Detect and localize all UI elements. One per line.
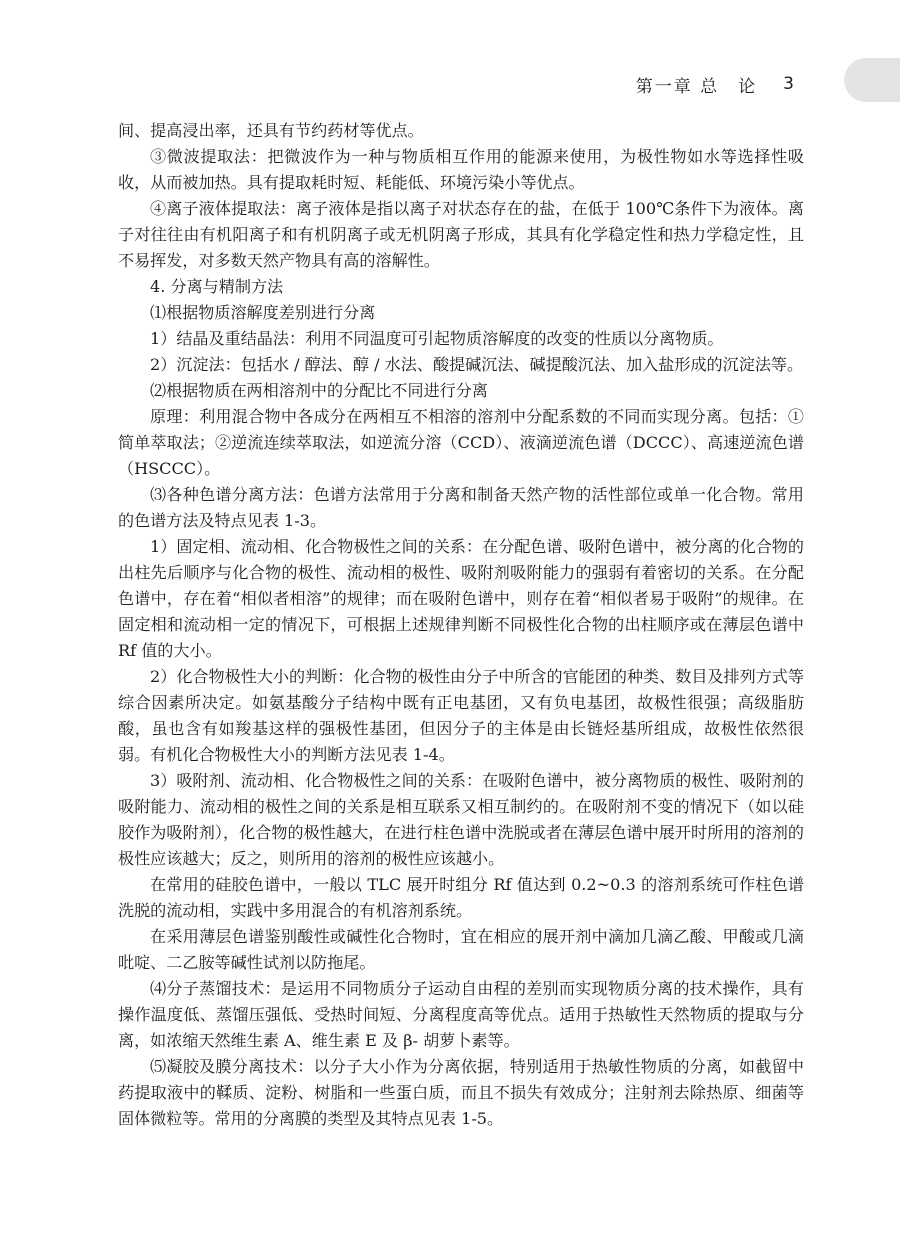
subsection-heading: ⑵根据物质在两相溶剂中的分配比不同进行分离: [150, 381, 488, 400]
paragraph: 间、提高浸出率，还具有节约药材等优点。: [118, 121, 424, 140]
paragraph: 原理：利用混合物中各成分在两相互不相溶的溶剂中分配系数的不同而实现分离。包括：①简单萃取法；②逆流连续萃取法，如逆流分溶（CCD）、液滴逆流色谱（DCCC）、高速逆流色谱（HSCCC）。: [118, 407, 804, 478]
paragraph: 3）吸附剂、流动相、化合物极性之间的关系：在吸附色谱中，被分离物质的极性、吸附剂的吸附能力、流动相的极性之间的关系是相互联系又相互制约的。在吸附剂不变的情况下（如以硅胶作为吸附剂），化合物的极性越大，在进行柱色谱中洗脱或者在薄层色谱中展开时所用的溶剂的极性应该越大；反之，则所用的溶剂的极性应该越小。: [118, 771, 804, 868]
paragraph: 2）沉淀法：包括水 / 醇法、醇 / 水法、酸提碱沉法、碱提酸沉法、加入盐形成的沉淀法等。: [150, 355, 804, 374]
chapter-title: 第一章 总 论: [635, 76, 758, 97]
chapter-tab: [844, 58, 900, 102]
page-number: 3: [783, 74, 794, 94]
paragraph: 在采用薄层色谱鉴别酸性或碱性化合物时，宜在相应的展开剂中滴加几滴乙酸、甲酸或几滴吡啶、二乙胺等碱性试剂以防拖尾。: [118, 927, 804, 972]
paragraph: 1）结晶及重结晶法：利用不同温度可引起物质溶解度的改变的性质以分离物质。: [150, 329, 724, 348]
paragraph: ④离子液体提取法：离子液体是指以离子对状态存在的盐，在低于 100℃条件下为液体。离子对往往由有机阳离子和有机阴离子或无机阴离子形成，其具有化学稳定性和热力学稳定性，且不易挥发，对多数天然产物具有高的溶解性。: [118, 199, 804, 270]
paragraph: ⑷分子蒸馏技术：是运用不同物质分子运动自由程的差别而实现物质分离的技术操作，具有操作温度低、蒸馏压强低、受热时间短、分离程度高等优点。适用于热敏性天然物质的提取与分离，如浓缩天然维生素 A、维生素 E 及 β- 胡萝卜素等。: [118, 979, 804, 1050]
paragraph: ③微波提取法：把微波作为一种与物质相互作用的能源来使用，为极性物如水等选择性吸收，从而被加热。具有提取耗时短、耗能低、环境污染小等优点。: [118, 147, 804, 192]
paragraph: 1）固定相、流动相、化合物极性之间的关系：在分配色谱、吸附色谱中，被分离的化合物的出柱先后顺序与化合物的极性、流动相的极性、吸附剂吸附能力的强弱有着密切的关系。在分配色谱中，存在着“相似者相溶”的规律；而在吸附色谱中，则存在着“相似者易于吸附”的规律。在固定相和流动相一定的情况下，可根据上述规律判断不同极性化合物的出柱顺序或在薄层色谱中 Rf 值的大小。: [118, 537, 804, 660]
paragraph: 2）化合物极性大小的判断：化合物的极性由分子中所含的官能团的种类、数目及排列方式等综合因素所决定。如氨基酸分子结构中既有正电基团，又有负电基团，故极性很强；高级脂肪酸，虽也含有如羧基这样的强极性基团，但因分子的主体是由长链烃基所组成，故极性依然很弱。有机化合物极性大小的判断方法见表 1-4。: [118, 667, 804, 764]
paragraph: ⑶各种色谱分离方法：色谱方法常用于分离和制备天然产物的活性部位或单一化合物。常用的色谱方法及特点见表 1-3。: [118, 485, 804, 530]
subsection-heading: ⑴根据物质溶解度差别进行分离: [150, 303, 376, 322]
section-heading: 4. 分离与精制方法: [150, 277, 284, 296]
paragraph: ⑸凝胶及膜分离技术：以分子大小作为分离依据，特别适用于热敏性物质的分离，如截留中药提取液中的鞣质、淀粉、树脂和一些蛋白质，而且不损失有效成分；注射剂去除热原、细菌等固体微粒等。常用的分离膜的类型及其特点见表 1-5。: [118, 1057, 804, 1128]
body-text: [118, 118, 804, 1132]
running-header: [636, 64, 794, 104]
paragraph: 在常用的硅胶色谱中，一般以 TLC 展开时组分 Rf 值达到 0.2~0.3 的溶剂系统可作柱色谱洗脱的流动相，实践中多用混合的有机溶剂系统。: [118, 875, 804, 920]
